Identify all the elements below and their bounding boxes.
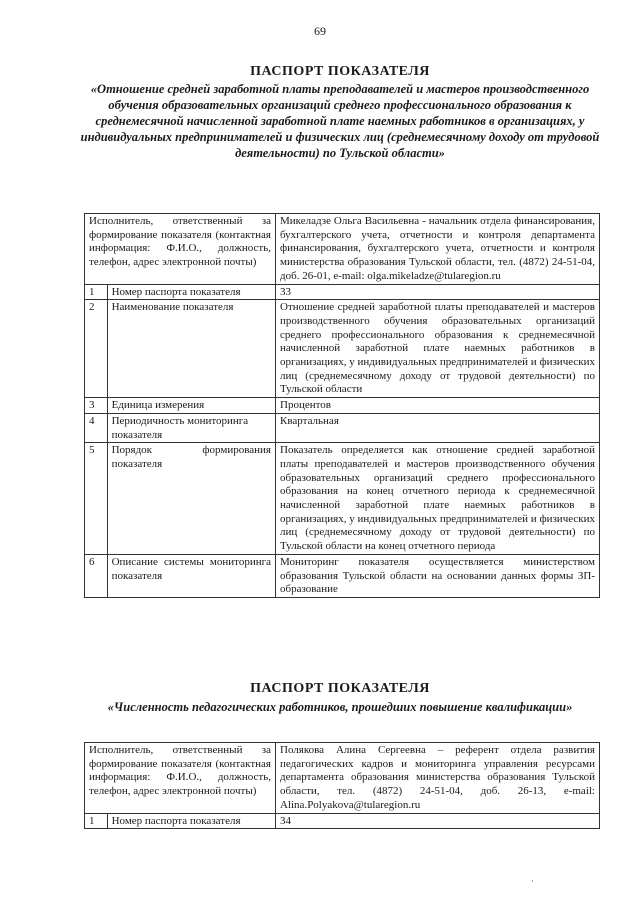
row-label: Номер паспорта показателя — [107, 813, 275, 829]
table-row — [85, 554, 600, 597]
passport-1-title: ПАСПОРТ ПОКАЗАТЕЛЯ — [250, 64, 430, 79]
passport-2-heading: «Численность педагогических работников, прошедших повышение квалификации» — [107, 700, 573, 714]
row-number: 3 — [85, 398, 108, 414]
row-value: Процентов — [276, 398, 600, 414]
row-label: Наименование показателя — [107, 300, 275, 398]
row-number: 4 — [85, 413, 108, 442]
row-label: Номер паспорта показателя — [107, 284, 275, 300]
row-label: Порядок формирования показателя — [107, 443, 275, 555]
executor-value: Микеладзе Ольга Васильевна - начальник отдела финансирования, бухгалтерского учета, отчетности и контроля департамента финансирования, бухгалтерского учета, отчетности и контроля министерства образования Тульской области, тел. (4872) 24-51-04, доб. 26-01, e-mail: olga.mikeladze@tularegion.ru — [276, 214, 600, 285]
executor-label: Исполнитель, ответственный за формирование показателя (контактная информация: Ф.И.О., должность, телефон, адрес электронной почты) — [85, 743, 276, 814]
page-number: 69 — [314, 24, 326, 38]
row-value: 34 — [276, 813, 600, 829]
row-number: 6 — [85, 554, 108, 597]
table-row — [85, 300, 600, 398]
table-row — [85, 284, 600, 300]
table-row — [85, 443, 600, 555]
executor-label: Исполнитель, ответственный за формирование показателя (контактная информация: Ф.И.О., должность, телефон, адрес электронной почты) — [85, 214, 276, 285]
row-number: 2 — [85, 300, 108, 398]
row-value: Мониторинг показателя осуществляется министерством образования Тульской области на основании данных формы ЗП-образование — [276, 554, 600, 597]
passport-1-heading: «Отношение средней заработной платы преподавателей и мастеров производственного обучения образовательных организаций среднего профессионального образования к среднемесячной начисленной заработной плате наемных работников в организациях, у индивидуальных предпринимателей и физических лиц (среднемесячному доходу от трудовой деятельности) по Тульской области» — [80, 82, 600, 160]
row-value: Показатель определяется как отношение средней заработной платы преподавателей и мастеров производственного обучения образовательных организаций среднего профессионального образования на конец отчетного периода к среднемесячной начисленной заработной плате наемных работников в организациях, у индивидуальных предпринимателей и физических лиц (среднемесячному доходу от трудовой деятельности) по Тульской области на конец отчетного периода — [276, 443, 600, 555]
row-label: Периодичность мониторинга показателя — [107, 413, 275, 442]
executor-row — [85, 743, 600, 814]
row-value: 33 — [276, 284, 600, 300]
executor-row — [85, 214, 600, 285]
table-row — [85, 398, 600, 414]
row-number: 1 — [85, 284, 108, 300]
scan-mark: · — [531, 876, 534, 886]
row-value: Отношение средней заработной платы преподавателей и мастеров производственного обучения образовательных организаций среднего профессионального образования к среднемесячной начисленной заработной плате наемных работников в организациях, у индивидуальных предпринимателей и физических лиц (среднемесячному доходу от трудовой деятельности) по Тульской области — [276, 300, 600, 398]
executor-value: Полякова Алина Сергеевна – референт отдела развития педагогических кадров и мониторинга управления ресурсами департамента образования министерства образования Тульской области, тел. (4872) 24-51-04, доб. 26-13, e-mail: Alina.Polyakova@tularegion.ru — [276, 743, 600, 814]
row-value: Квартальная — [276, 413, 600, 442]
passport-2-title: ПАСПОРТ ПОКАЗАТЕЛЯ — [250, 681, 430, 696]
row-number: 1 — [85, 813, 108, 829]
table-row — [85, 413, 600, 442]
passport-1-table — [84, 213, 600, 598]
row-number: 5 — [85, 443, 108, 555]
row-label: Описание системы мониторинга показателя — [107, 554, 275, 597]
table-row — [85, 813, 600, 829]
row-label: Единица измерения — [107, 398, 275, 414]
passport-2-table — [84, 742, 600, 829]
